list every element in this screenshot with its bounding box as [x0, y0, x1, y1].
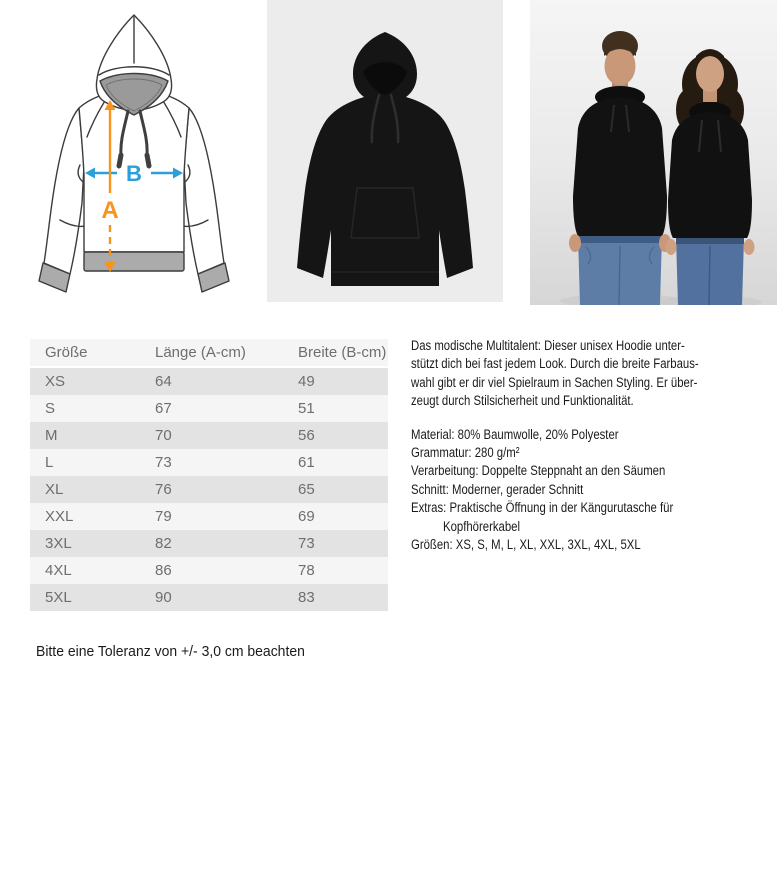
- size-table-header-row: [30, 339, 388, 368]
- size-cell: L: [30, 449, 140, 476]
- description-intro: [411, 337, 777, 411]
- size-cell: 4XL: [30, 557, 140, 584]
- size-cell: 78: [283, 557, 388, 584]
- tolerance-note: Bitte eine Toleranz von +/- 3,0 cm beachten: [36, 643, 305, 661]
- size-cell: 49: [283, 368, 388, 395]
- description-line: Das modische Multitalent: Dieser unisex Hoodie unter-: [411, 338, 685, 354]
- hoodie-line-drawing: [30, 5, 235, 305]
- description-line: wahl gibt er dir viel Spielraum in Sachen Styling. Er über-: [411, 374, 698, 391]
- product-description: [411, 337, 777, 554]
- description-gap: [411, 411, 777, 426]
- size-cell: XXL: [30, 503, 140, 530]
- spec-line: Kopfhörerkabel: [443, 518, 520, 535]
- black-hoodie-photo: [267, 0, 503, 305]
- spec-line: Grammatur: 280 g/m²: [411, 445, 520, 462]
- hoodie-measurement-diagram-image: [30, 5, 235, 305]
- size-column-header: Länge (A-cm): [140, 339, 283, 368]
- size-column-header: Größe: [30, 339, 140, 368]
- size-cell: S: [30, 395, 140, 422]
- size-cell: 83: [283, 584, 388, 611]
- size-row-L: [30, 449, 388, 476]
- size-row-5XL: [30, 584, 388, 611]
- spec-line: Material: 80% Baumwolle, 20% Polyester: [411, 426, 619, 443]
- product-photo-image: [267, 0, 503, 305]
- description-specs: [411, 426, 777, 555]
- spec-line: Schnitt: Moderner, gerader Schnitt: [411, 481, 584, 498]
- size-cell: 61: [283, 449, 388, 476]
- models-wearing-hoodies-photo: [530, 0, 777, 305]
- size-cell: 73: [140, 449, 283, 476]
- size-column-header: Breite (B-cm): [283, 339, 388, 368]
- size-cell: 56: [283, 422, 388, 449]
- size-cell: 76: [140, 476, 283, 503]
- size-cell: 5XL: [30, 584, 140, 611]
- label-a: A: [101, 197, 119, 224]
- size-cell: 82: [140, 530, 283, 557]
- size-cell: 79: [140, 503, 283, 530]
- size-row-XXL: [30, 503, 388, 530]
- size-table-body: [30, 368, 388, 611]
- size-cell: 69: [283, 503, 388, 530]
- description-line: zeugt durch Stilsicherheit und Funktionalität.: [411, 393, 634, 410]
- size-cell: 90: [140, 584, 283, 611]
- size-cell: 70: [140, 422, 283, 449]
- size-cell: 3XL: [30, 530, 140, 557]
- size-cell: XS: [30, 368, 140, 395]
- size-cell: 64: [140, 368, 283, 395]
- description-line: stützt dich bei fast jedem Look. Durch die breite Farbaus-: [411, 356, 699, 373]
- size-cell: 73: [283, 530, 388, 557]
- size-row-S: [30, 395, 388, 422]
- spec-line: Extras: Praktische Öffnung in der Kängurutasche für: [411, 500, 674, 517]
- size-row-M: [30, 422, 388, 449]
- size-cell: 67: [140, 395, 283, 422]
- spec-line: Verarbeitung: Doppelte Steppnaht an den Säumen: [411, 463, 666, 480]
- size-cell: 65: [283, 476, 388, 503]
- size-cell: 51: [283, 395, 388, 422]
- size-cell: M: [30, 422, 140, 449]
- label-b: B: [126, 161, 142, 186]
- models-photo-image: [530, 0, 777, 305]
- spec-line: Größen: XS, S, M, L, XL, XXL, 3XL, 4XL, 5XL: [411, 537, 641, 554]
- size-table: [30, 339, 388, 611]
- size-row-4XL: [30, 557, 388, 584]
- size-row-XS: [30, 368, 388, 395]
- size-cell: 86: [140, 557, 283, 584]
- hood: [96, 15, 171, 115]
- size-row-3XL: [30, 530, 388, 557]
- size-row-XL: [30, 476, 388, 503]
- size-cell: XL: [30, 476, 140, 503]
